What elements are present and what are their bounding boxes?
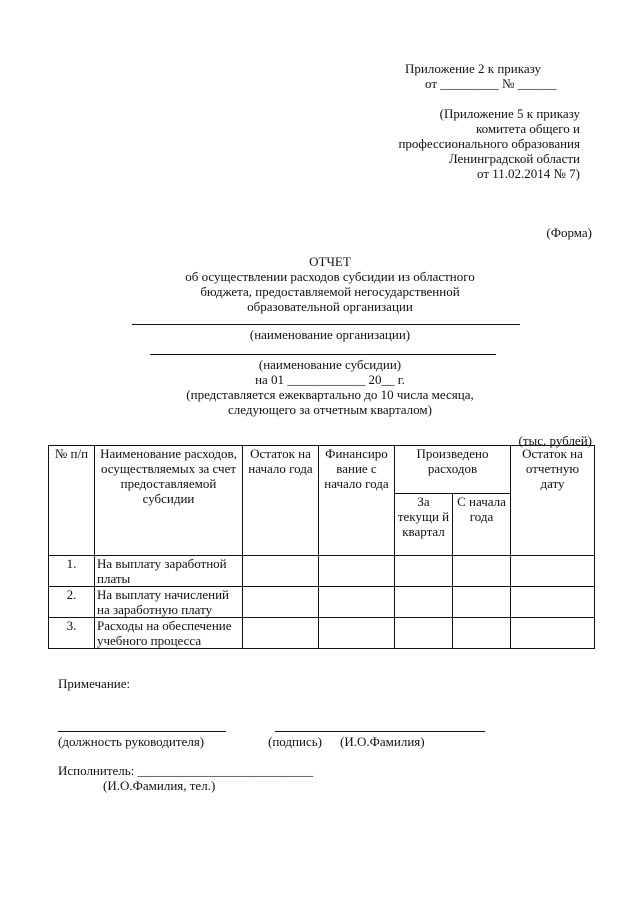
report-subtitle-line: образовательной организации xyxy=(247,299,413,314)
cell-empty xyxy=(395,618,453,649)
header-spent-year: С начала года xyxy=(453,494,511,556)
periodicity-block xyxy=(130,387,530,417)
header-balance-end: Остаток на отчетную дату xyxy=(511,446,595,556)
row-name: На выплату начислений на заработную плату xyxy=(95,587,243,618)
previous-appendix-block xyxy=(380,106,580,181)
table-header-row xyxy=(49,446,595,494)
appendix-block xyxy=(405,61,580,91)
position-line xyxy=(58,731,226,732)
previous-appendix-line: от 11.02.2014 № 7) xyxy=(476,166,580,181)
table-row xyxy=(49,587,595,618)
organization-name-line xyxy=(132,324,520,325)
position-caption: (должность руководителя) xyxy=(58,734,205,749)
executor-caption: (И.О.Фамилия, тел.) xyxy=(103,778,216,793)
row-num: 2. xyxy=(49,587,95,618)
header-balance-start: Остаток на начало года xyxy=(243,446,319,556)
subsidy-name-line xyxy=(150,354,496,355)
report-title-block xyxy=(130,254,530,314)
periodicity-line: следующего за отчетным кварталом) xyxy=(228,402,432,417)
cell-empty xyxy=(511,556,595,587)
cell-empty xyxy=(319,556,395,587)
subsidy-caption: (наименование субсидии) xyxy=(258,357,402,372)
header-financing: Финансиро вание с начало года xyxy=(319,446,395,556)
signature-line xyxy=(275,731,485,732)
cell-empty xyxy=(511,618,595,649)
cell-empty xyxy=(319,618,395,649)
previous-appendix-line: (Приложение 5 к приказу xyxy=(439,106,580,121)
name-caption: (И.О.Фамилия) xyxy=(340,734,425,749)
units-label: (тыс. рублей) xyxy=(518,433,592,448)
cell-empty xyxy=(243,618,319,649)
header-spent: Произведено расходов xyxy=(395,446,511,494)
cell-empty xyxy=(511,587,595,618)
periodicity-line: (представляется ежеквартально до 10 числа месяца, xyxy=(186,387,474,402)
cell-empty xyxy=(319,587,395,618)
cell-empty xyxy=(395,556,453,587)
row-num: 3. xyxy=(49,618,95,649)
table-row xyxy=(49,556,595,587)
previous-appendix-line: комитета общего и xyxy=(475,121,580,136)
header-name: Наименование расходов, осуществляемых за счет предоставляемой субсидии xyxy=(95,446,243,556)
row-num: 1. xyxy=(49,556,95,587)
report-subtitle-line: об осуществлении расходов субсидии из областного xyxy=(185,269,475,284)
signature-caption: (подпись) xyxy=(268,734,322,749)
row-name: На выплату заработной платы xyxy=(95,556,243,587)
organization-caption: (наименование организации) xyxy=(249,327,411,342)
cell-empty xyxy=(453,556,511,587)
cell-empty xyxy=(243,587,319,618)
report-subtitle-line: бюджета, предоставляемой негосударственной xyxy=(200,284,460,299)
header-num: № п/п xyxy=(49,446,95,556)
table-row xyxy=(49,618,595,649)
form-label: (Форма) xyxy=(546,225,592,240)
appendix-date-number: от _________ № ______ xyxy=(425,76,557,91)
cell-empty xyxy=(395,587,453,618)
report-date-line: на 01 ____________ 20__ г. xyxy=(255,372,405,387)
report-table xyxy=(48,445,595,649)
cell-empty xyxy=(453,587,511,618)
note-label: Примечание: xyxy=(58,676,131,691)
cell-empty xyxy=(453,618,511,649)
row-name: Расходы на обеспечение учебного процесса xyxy=(95,618,243,649)
cell-empty xyxy=(243,556,319,587)
report-heading: ОТЧЕТ xyxy=(309,254,351,269)
executor-label: Исполнитель: ___________________________ xyxy=(58,763,314,778)
appendix-title: Приложение 2 к приказу xyxy=(405,61,542,76)
previous-appendix-line: Ленинградской области xyxy=(448,151,580,166)
previous-appendix-line: профессионального образования xyxy=(398,136,580,151)
header-spent-quarter: За текущи й квартал xyxy=(395,494,453,556)
